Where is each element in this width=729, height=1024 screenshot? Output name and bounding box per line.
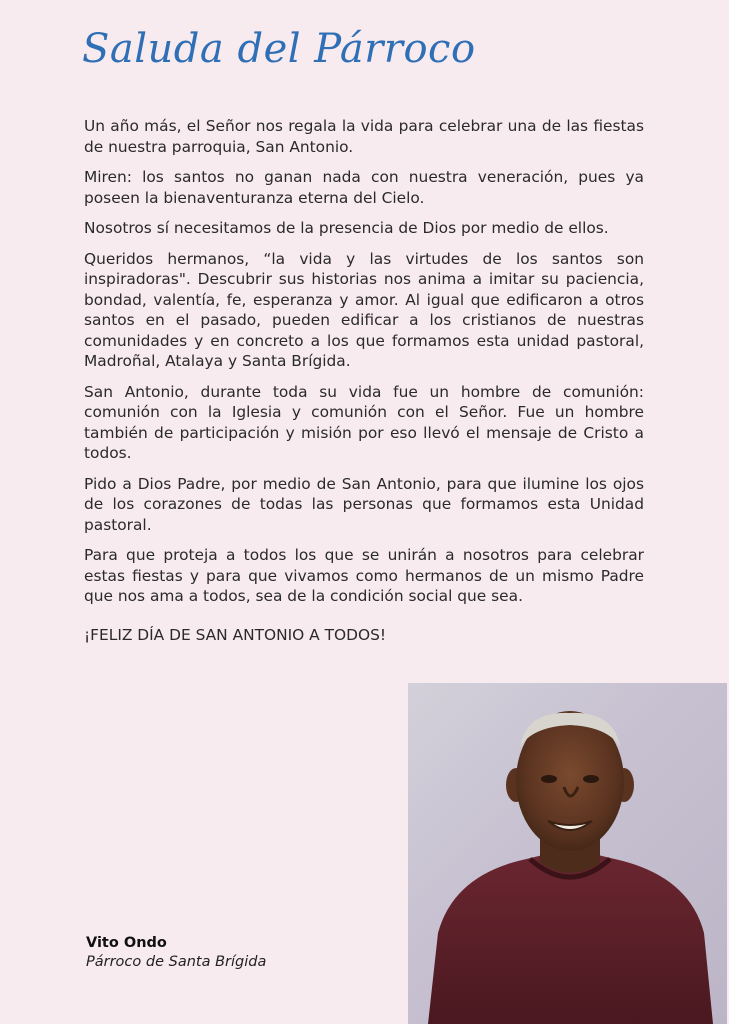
page-title: Saluda del Párroco [82,26,476,72]
closing-greeting: ¡FELIZ DÍA DE SAN ANTONIO A TODOS! [84,626,387,644]
letter-body [84,116,644,617]
paragraph: Pido a Dios Padre, por medio de San Antonio, para que ilumine los ojos de los corazones de todas las personas que formamos esta Unidad pastoral. [84,474,644,534]
paragraph: San Antonio, durante toda su vida fue un hombre de comunión: comunión con la Iglesia y comunión con el Señor. Fue un hombre también de participación y misión por eso llevó el mensaje de Cristo a todos. [84,382,644,462]
shirt-shape [428,855,713,1024]
paragraph: Queridos hermanos, “la vida y las virtudes de los santos son inspiradoras". Descubrir sus historias nos anima a imitar su paciencia, bondad, valentía, fe, esperanza y amor. Al igual que edificaron a otros santos en el pasado, pueden edificar a los cristianos de nuestras comunidades y en concreto a los que formamos esta unidad pastoral, Madroñal, Atalaya y Santa Brígida. [84,249,644,370]
paragraph: Un año más, el Señor nos regala la vida para celebrar una de las fiestas de nuestra parroquia, San Antonio. [84,117,644,156]
paragraph: Miren: los santos no ganan nada con nuestra veneración, pues ya poseen la bienaventuranza eterna del Cielo. [84,168,644,207]
signature-role: Párroco de Santa Brígida [86,954,267,970]
priest-portrait-photo [408,683,727,1024]
signature-name: Vito Ondo [86,935,167,951]
paragraph: Nosotros sí necesitamos de la presencia de Dios por medio de ellos. [84,219,609,237]
signature-block [86,934,266,972]
paragraph: Para que proteja a todos los que se unirán a nosotros para celebrar estas fiestas y para que vivamos como hermanos de un mismo Padre que nos ama a todos, sea de la condición social que sea. [84,546,644,605]
portrait-illustration [408,683,727,1024]
